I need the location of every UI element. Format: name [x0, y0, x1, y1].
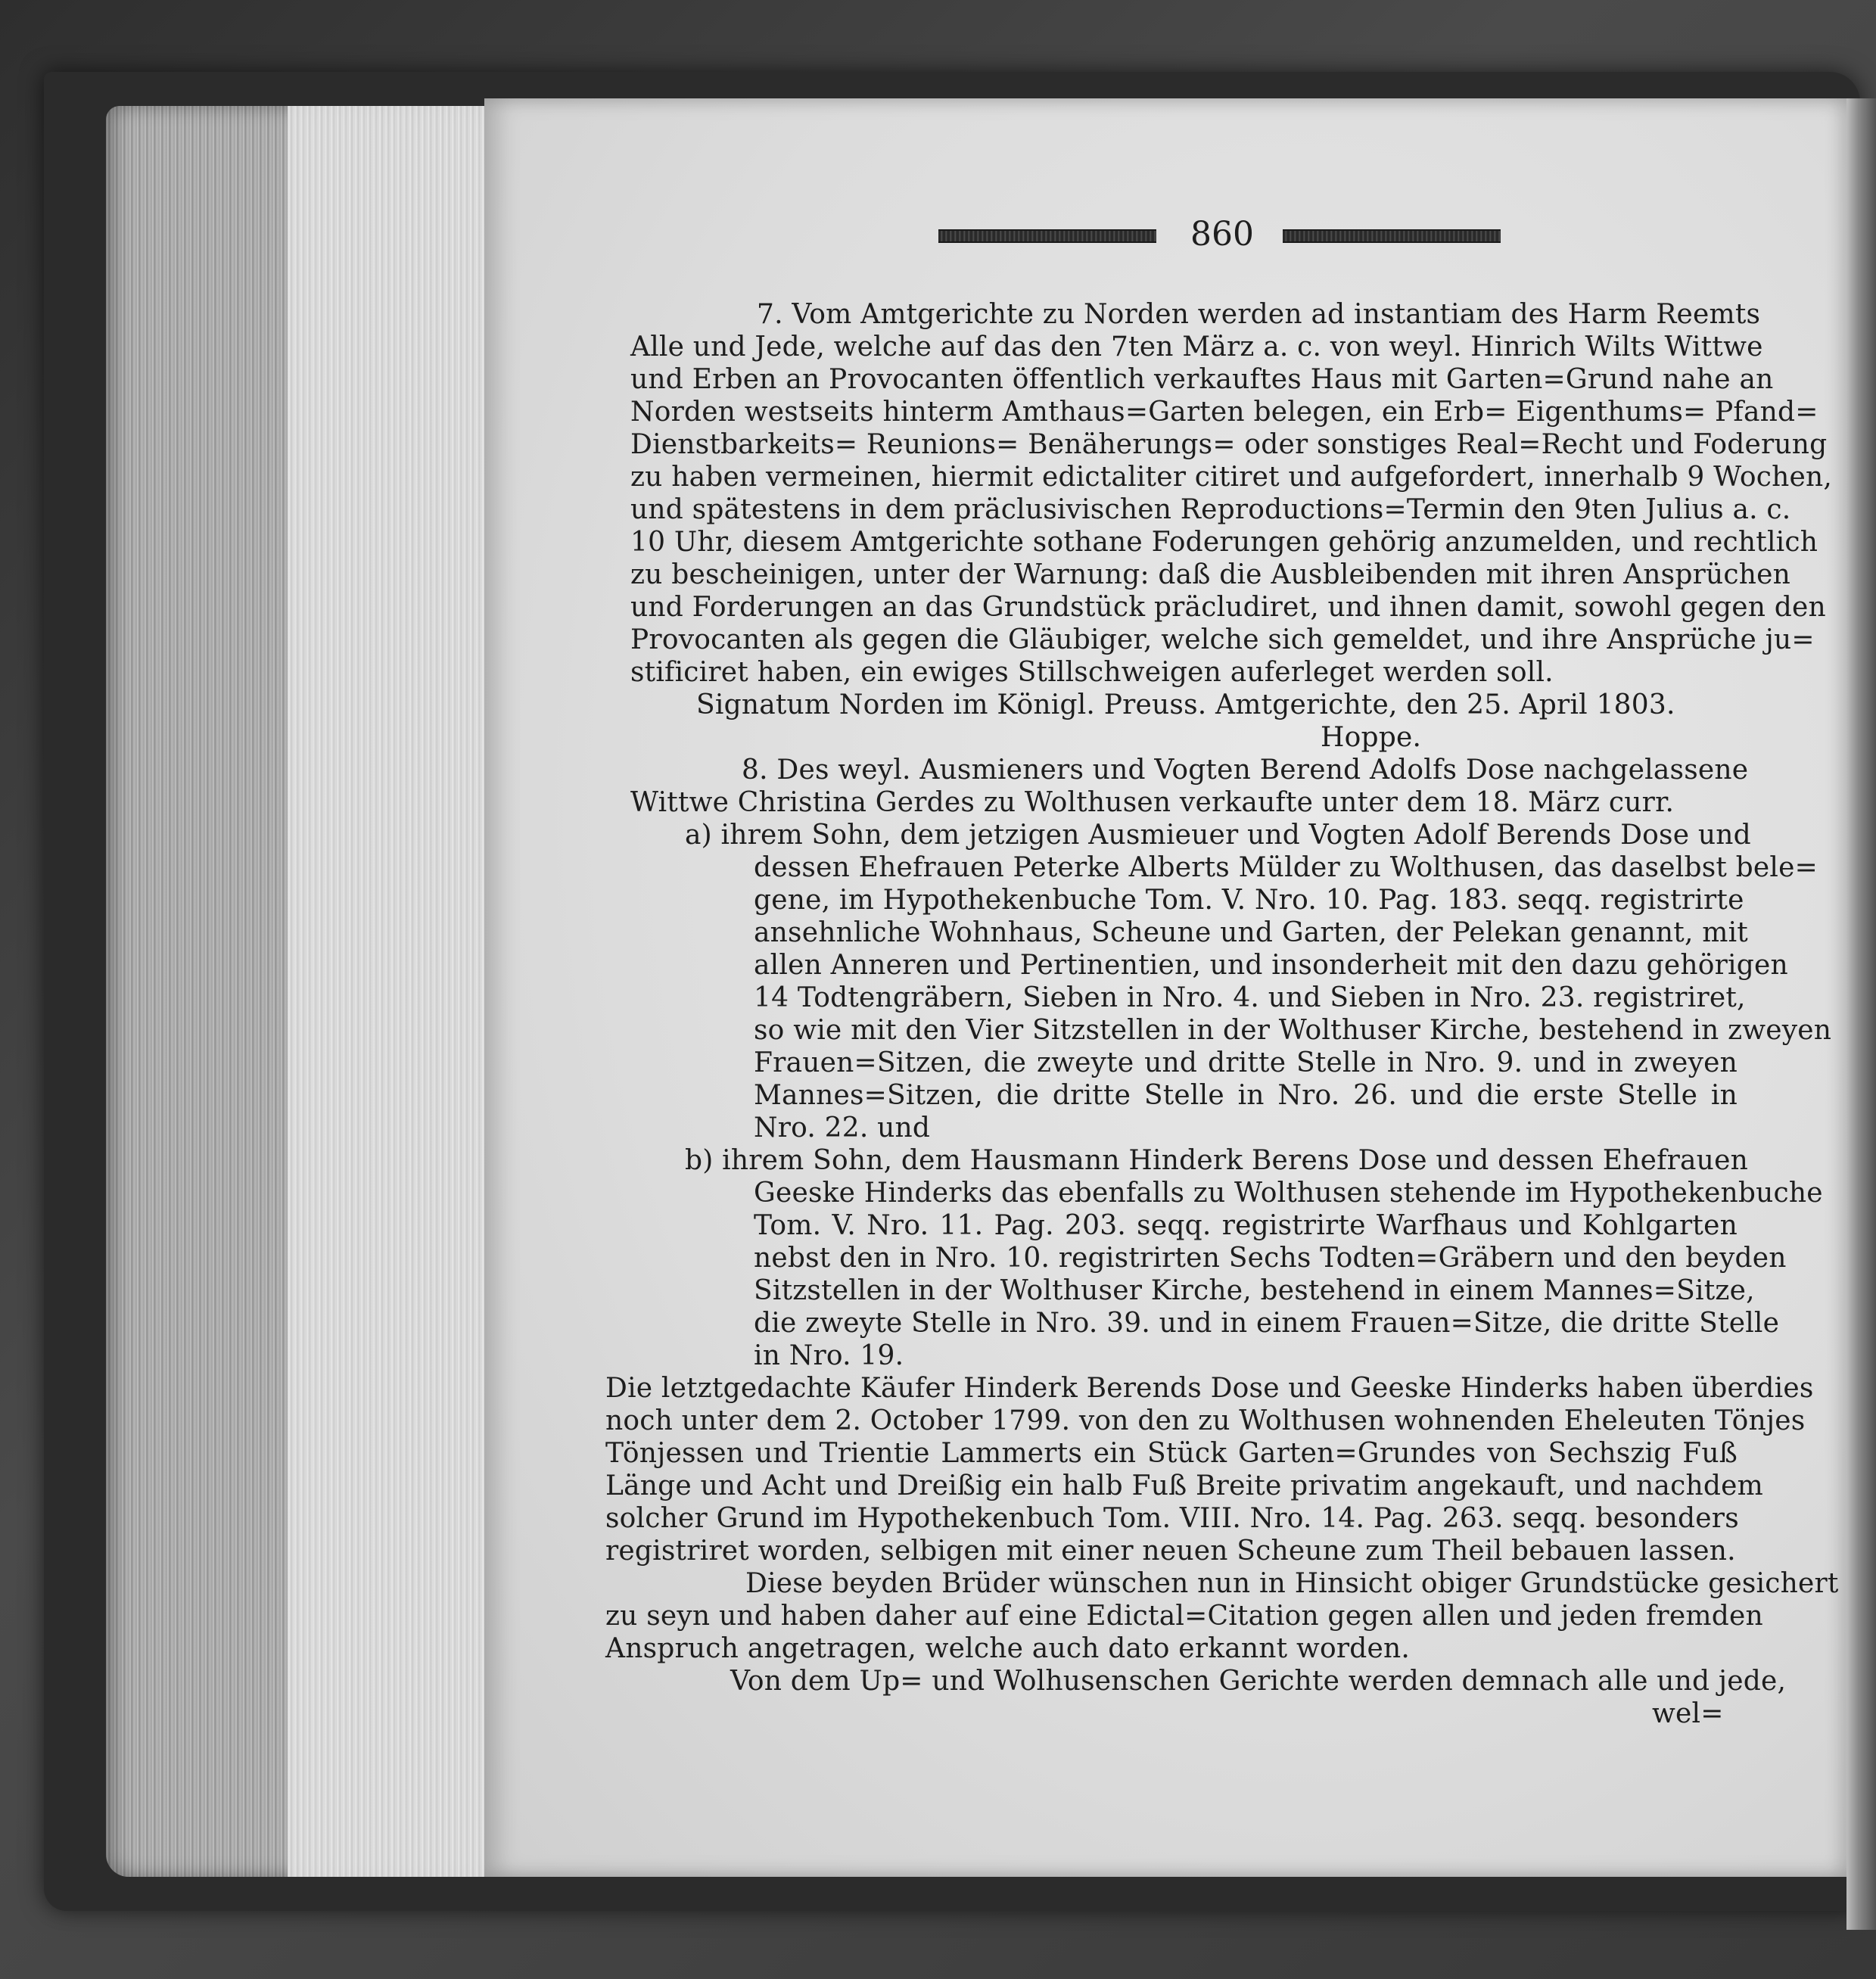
text-line: nebst den in Nro. 10. registrirten Sechs Todten=Gräbern und den beyden [754, 1243, 1787, 1274]
text-line: Von dem Up= und Wolhusenschen Gerichte werden demnach alle und jede, [730, 1666, 1787, 1697]
text-line: Mannes=Sitzen, die dritte Stelle in Nro. 26. und die erste Stelle in [754, 1080, 1738, 1111]
text-line: und Forderungen an das Grundstück präcludiret, und ihnen damit, sowohl gegen den [630, 592, 1826, 623]
text-line: 7. Vom Amtgerichte zu Norden werden ad instantiam des Harm Reemts [757, 299, 1761, 330]
text-line: zu seyn und haben daher auf eine Edictal=Citation gegen allen und jeden fremden [605, 1601, 1763, 1632]
text-line: gene, im Hypothekenbuche Tom. V. Nro. 10. Pag. 183. seqq. registrirte [754, 885, 1744, 916]
text-line: allen Anneren und Pertinentien, und insonderheit mit den dazu gehörigen [754, 950, 1788, 981]
text-line: Sitzstellen in der Wolthuser Kirche, bestehend in einem Mannes=Sitze, [754, 1275, 1755, 1306]
text-line: noch unter dem 2. October 1799. von den zu Wolthusen wohnenden Eheleuten Tönjes [605, 1405, 1806, 1436]
text-line: in Nro. 19. [754, 1340, 904, 1371]
text-line: 14 Todtengräbern, Sieben in Nro. 4. und Sieben in Nro. 23. registriret, [754, 982, 1746, 1013]
text-line: zu haben vermeinen, hiermit edictaliter citiret und aufgefordert, innerhalb 9 Wochen, [630, 462, 1833, 493]
text-line: Diese beyden Brüder wünschen nun in Hinsicht obiger Grundstücke gesichert [745, 1568, 1839, 1599]
text-line: ansehnliche Wohnhaus, Scheune und Garten, der Pelekan genannt, mit [754, 917, 1748, 948]
text-line: stificiret haben, ein ewiges Stillschweigen auferleget werden soll. [630, 657, 1554, 688]
page-right-edge [1846, 98, 1876, 1930]
header-rule-right [1283, 229, 1501, 243]
list-item-b: b) ihrem Sohn, dem Hausmann Hinderk Berens Dose und dessen Ehefrauen [685, 1145, 1748, 1176]
signatory-name: Hoppe. [1321, 722, 1422, 753]
text-line: Tom. V. Nro. 11. Pag. 203. seqq. registrirte Warfhaus und Kohlgarten [754, 1210, 1738, 1241]
text-line: Norden westseits hinterm Amthaus=Garten belegen, ein Erb= Eigenthums= Pfand= [630, 397, 1818, 428]
text-line: Anspruch angetragen, welche auch dato erkannt worden. [605, 1633, 1411, 1664]
header-rule-left [938, 229, 1156, 243]
page-number: 860 [1190, 215, 1254, 254]
text-line: registriret worden, selbigen mit einer neuen Scheune zum Theil bebauen lassen. [605, 1536, 1736, 1567]
text-line: die zweyte Stelle in Nro. 39. und in einem Frauen=Sitze, die dritte Stelle [754, 1308, 1780, 1339]
page-edges-highlight [288, 106, 499, 1877]
list-item-a: a) ihrem Sohn, dem jetzigen Ausmieuer und Vogten Adolf Berends Dose und [685, 820, 1751, 851]
text-line: Länge und Acht und Dreißig ein halb Fuß Breite privatim angekauft, und nachdem [605, 1470, 1763, 1501]
text-line: Die letztgedachte Käufer Hinderk Berends Dose und Geeske Hinderks haben überdies [605, 1373, 1814, 1404]
text-line: 8. Des weyl. Ausmieners und Vogten Berend Adolfs Dose nachgelassene [742, 755, 1749, 786]
text-line: und Erben an Provocanten öffentlich verkauftes Haus mit Garten=Grund nahe an [630, 364, 1774, 395]
text-line: Nro. 22. und [754, 1112, 931, 1144]
text-line: 10 Uhr, diesem Amtgerichte sothane Foderungen gehörig anzumelden, und rechtlich [630, 527, 1818, 558]
signature-line: Signatum Norden im Königl. Preuss. Amtgerichte, den 25. April 1803. [696, 689, 1675, 720]
text-line: solcher Grund im Hypothekenbuch Tom. VIII. Nro. 14. Pag. 263. seqq. besonders [605, 1503, 1739, 1534]
text-line: dessen Ehefrauen Peterke Alberts Mülder zu Wolthusen, das daselbst bele= [754, 852, 1818, 883]
text-line: Wittwe Christina Gerdes zu Wolthusen verkaufte unter dem 18. März curr. [630, 787, 1675, 818]
text-line: Dienstbarkeits= Reunions= Benäherungs= oder sonstiges Real=Recht und Foderung [630, 429, 1828, 460]
text-line: Tönjessen und Trientie Lammerts ein Stück Garten=Grundes von Sechszig Fuß [605, 1438, 1738, 1469]
text-line: so wie mit den Vier Sitzstellen in der Wolthuser Kirche, bestehend in zweyen [754, 1015, 1832, 1046]
catchword: wel= [1652, 1698, 1724, 1729]
text-line: Frauen=Sitzen, die zweyte und dritte Stelle in Nro. 9. und in zweyen [754, 1047, 1738, 1078]
text-line: Geeske Hinderks das ebenfalls zu Wolthusen stehende im Hypothekenbuche [754, 1178, 1823, 1209]
text-line: zu bescheinigen, unter der Warnung: daß die Ausbleibenden mit ihren Ansprüchen [630, 559, 1791, 590]
text-line: Provocanten als gegen die Gläubiger, welche sich gemeldet, und ihre Ansprüche ju= [630, 624, 1815, 655]
page-header [938, 216, 1498, 254]
text-line: und spätestens in dem präclusivischen Reproductions=Termin den 9ten Julius a. c. [630, 494, 1791, 525]
text-line: Alle und Jede, welche auf das den 7ten März a. c. von weyl. Hinrich Wilts Wittwe [630, 331, 1763, 363]
